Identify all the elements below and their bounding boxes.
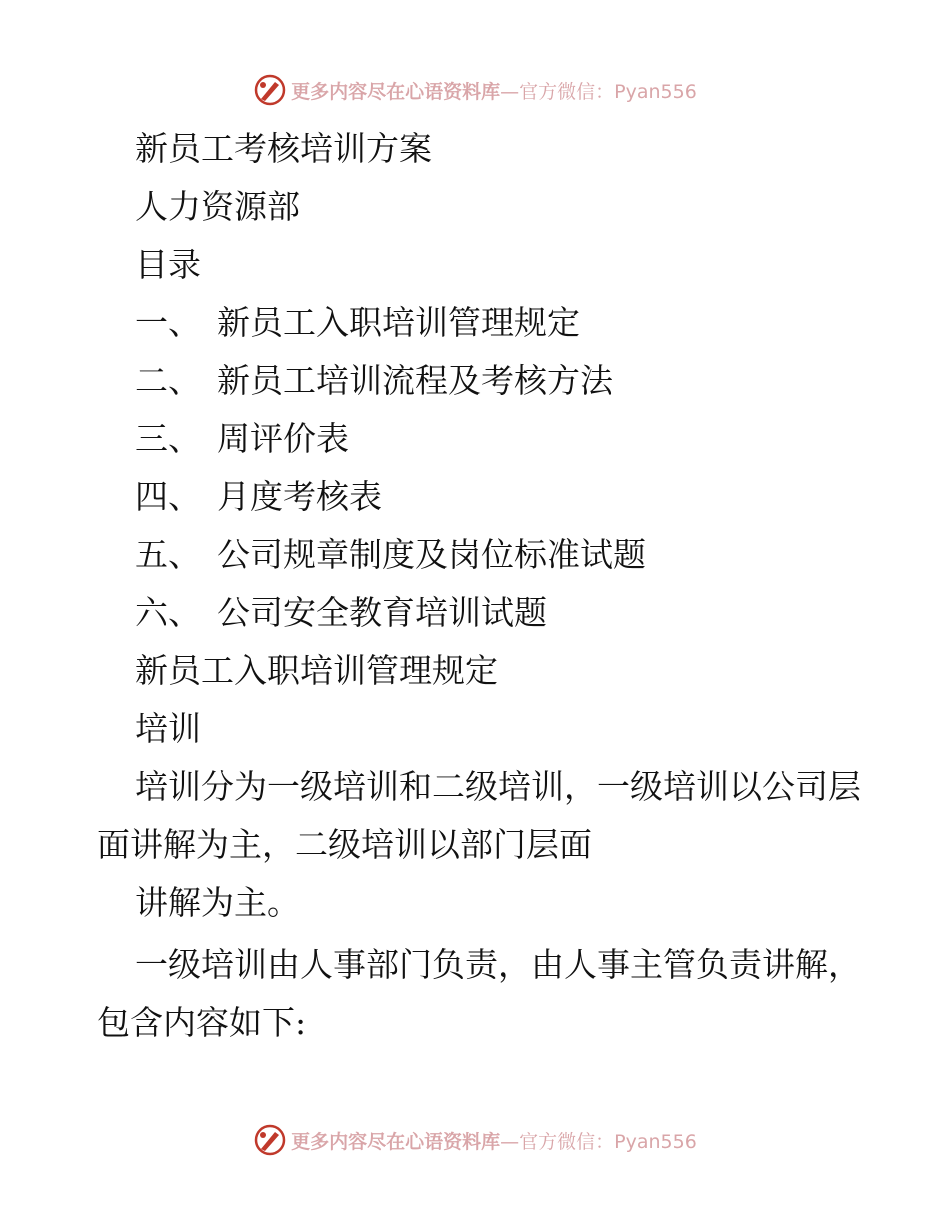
toc-number: 四、 <box>135 477 201 516</box>
toc-item <box>97 352 867 410</box>
toc-text: 周评价表 <box>217 419 349 458</box>
toc-number: 二、 <box>135 361 201 400</box>
document-body <box>97 120 867 1052</box>
paragraph: 培训分为一级培训和二级培训，一级培训以公司层面讲解为主，二级培训以部门层面 <box>97 767 861 864</box>
toc-item <box>97 294 867 352</box>
paragraph: 讲解为主。 <box>135 883 300 922</box>
toc-text: 新员工入职培训管理规定 <box>217 303 580 342</box>
header-watermark <box>0 70 950 110</box>
toc-item <box>97 410 867 468</box>
toc-text: 公司规章制度及岗位标准试题 <box>217 535 646 574</box>
toc-item <box>97 468 867 526</box>
watermark-text: 更多内容尽在心语资料库 <box>291 80 501 103</box>
pen-logo-icon <box>253 1123 287 1157</box>
section-title: 新员工入职培训管理规定 <box>135 651 498 690</box>
subsection-title: 培训 <box>135 709 201 748</box>
toc-text: 月度考核表 <box>217 477 382 516</box>
toc-number: 五、 <box>135 535 201 574</box>
toc-number: 六、 <box>135 593 201 632</box>
toc-text: 新员工培训流程及考核方法 <box>217 361 613 400</box>
paragraph: 一级培训由人事部门负责，由人事主管负责讲解，包含内容如下: <box>97 945 861 1042</box>
doc-title: 新员工考核培训方案 <box>135 129 432 168</box>
toc-number: 三、 <box>135 419 201 458</box>
footer-watermark <box>0 1120 950 1160</box>
toc-heading: 目录 <box>135 245 201 284</box>
toc-number: 一、 <box>135 303 201 342</box>
doc-department: 人力资源部 <box>135 187 300 226</box>
watermark-wechat: —官方微信：Pyan556 <box>500 80 697 103</box>
pen-logo-icon <box>253 73 287 107</box>
watermark-wechat: —官方微信：Pyan556 <box>500 1130 697 1153</box>
toc-item <box>97 584 867 642</box>
toc-item <box>97 526 867 584</box>
watermark-text: 更多内容尽在心语资料库 <box>291 1130 501 1153</box>
toc-text: 公司安全教育培训试题 <box>217 593 547 632</box>
